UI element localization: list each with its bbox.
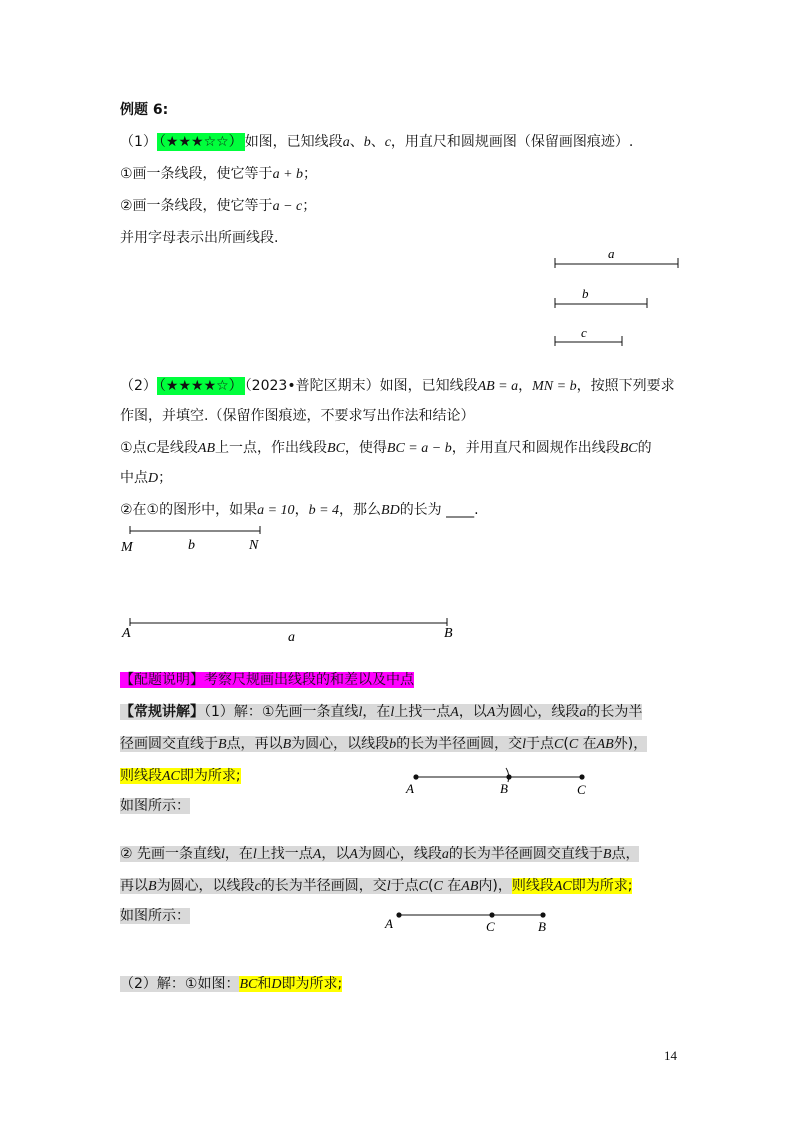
- sol-text: 上找一点: [394, 704, 451, 720]
- q2-text: ①点: [120, 440, 147, 456]
- sol-text: 如图所示：: [120, 908, 190, 924]
- solution-line4: [120, 794, 190, 818]
- solution2-line2: [120, 874, 632, 898]
- q1-intro-end: ，用直尺和圆规画图（保留画图痕迹）.: [390, 134, 634, 150]
- mn-eq: MN = b: [532, 379, 577, 394]
- label-B: B: [444, 626, 453, 641]
- var-b: b: [389, 737, 397, 752]
- sol-text: ，以: [458, 704, 487, 720]
- var-AB: AB: [596, 737, 614, 752]
- var-b: b: [363, 135, 371, 150]
- var-l: l: [522, 737, 527, 752]
- q2-text: 的: [637, 440, 652, 456]
- q2-text: ，那么: [339, 502, 382, 518]
- sol-text: 如图所示：: [120, 798, 190, 814]
- segment-b: [555, 286, 647, 308]
- a-eq: a = 10: [257, 503, 295, 518]
- b-eq: b = 4: [308, 503, 340, 518]
- var-l: l: [221, 847, 225, 862]
- bc-eq: BC = a − b: [386, 441, 452, 456]
- sol-text: 即为所求;: [281, 976, 343, 992]
- var-l: l: [358, 705, 363, 720]
- sol-text: 的长为半径画圆，交: [396, 736, 523, 752]
- sol-text: （2）解：①如图：: [120, 976, 240, 992]
- sol-text: ，在: [224, 846, 253, 862]
- step1-end: ；: [303, 166, 318, 182]
- q2-text: ，按照下列要求: [576, 378, 675, 394]
- var-AB: AB: [461, 879, 479, 894]
- solution3-line: [120, 972, 342, 996]
- q2-line4: [120, 466, 172, 490]
- var-AB: AB: [197, 441, 216, 456]
- step1-expr: a + b: [272, 167, 304, 182]
- var-C: C: [554, 737, 564, 752]
- var-c: c: [254, 879, 261, 894]
- solution2-line3: [120, 904, 190, 928]
- q2-answer-blank: 的长为 ____.: [399, 502, 479, 518]
- q2-text: 是线段: [155, 440, 198, 456]
- segment-mn-figure: [115, 520, 275, 556]
- segment-a: [555, 246, 678, 268]
- label-M: M: [121, 540, 133, 555]
- label-a: a: [288, 630, 295, 645]
- sol-text: 内)，: [478, 878, 512, 894]
- label-A: A: [122, 626, 131, 641]
- sol-text: 的长为半: [586, 704, 643, 720]
- sol-text: 为圆心，线段: [357, 846, 442, 862]
- q2-line5: [120, 498, 479, 522]
- var-D: D: [148, 471, 159, 486]
- explain-tag: [120, 668, 414, 692]
- segment-c: [555, 325, 622, 346]
- var-C: C: [568, 737, 579, 752]
- var-C: C: [433, 879, 443, 894]
- var-D: D: [271, 977, 282, 992]
- var-l: l: [390, 705, 395, 720]
- step1-text: ①画一条线段，使它等于: [120, 166, 273, 182]
- sol-text: ，在: [362, 704, 391, 720]
- q1-step2: [120, 194, 316, 218]
- segments-abc-figure: [548, 242, 688, 348]
- q2-line2: 作图，并填空.（保留作图痕迹，不要求写出作法和结论）: [120, 408, 475, 424]
- sol-text: 即为所求;: [179, 768, 241, 784]
- sol-text: ② 先画一条直线: [120, 846, 222, 862]
- sol-text: （1）解：①先画一条直线: [204, 704, 359, 720]
- sol-text: 点，: [611, 846, 640, 862]
- q2-text: （2023•普陀区期末）如图，已知线段: [244, 378, 478, 394]
- var-C: C: [146, 441, 156, 456]
- var-l: l: [252, 847, 257, 862]
- sol-text: 则线段: [511, 878, 554, 894]
- var-BC: BC: [619, 441, 638, 456]
- sol-text: 外)，: [613, 736, 648, 752]
- q1-stars: （★★★☆☆）: [158, 134, 243, 150]
- solution-line1: [120, 700, 642, 724]
- label-C: C: [577, 782, 586, 797]
- segment-ab-figure: [115, 612, 465, 646]
- q2-number: （2）: [120, 378, 157, 394]
- q1-step3: 并用字母表示出所画线段.: [120, 230, 279, 246]
- explain-tag-text: 【配题说明】考察尺规画出线段的和差以及中点: [120, 672, 414, 688]
- segment-c-label: c: [581, 325, 587, 340]
- sol-text: (: [428, 878, 434, 894]
- label-B: B: [538, 919, 546, 934]
- var-B: B: [218, 737, 227, 752]
- q2-text: ②在①的图形中，如果: [120, 502, 258, 518]
- solution2-figure: [380, 902, 560, 936]
- solution-line3: [120, 764, 241, 788]
- sol-text: ，以: [321, 846, 350, 862]
- var-A: A: [450, 705, 459, 720]
- var-BC: BC: [239, 977, 258, 992]
- q2-stars: （★★★★☆）: [158, 378, 243, 394]
- q2-text: ，使得: [344, 440, 387, 456]
- var-BC: BC: [327, 441, 345, 456]
- label-C: C: [486, 919, 495, 934]
- solution1-figure: [400, 764, 600, 800]
- sol-text: 再以: [120, 878, 148, 894]
- var-A: A: [349, 847, 358, 862]
- var-a: a: [342, 135, 350, 150]
- sol-text: 为圆心，以线段: [291, 736, 390, 752]
- segment-b-label: b: [582, 286, 589, 301]
- q1-line: [120, 130, 633, 154]
- var-B: B: [282, 737, 292, 752]
- var-AC: AC: [162, 769, 180, 784]
- sol-text: 即为所求;: [571, 878, 633, 894]
- sol-text: 的长为半径画圆交直线于: [448, 846, 603, 862]
- var-BD: BD: [381, 503, 400, 518]
- q2-line1: [120, 374, 675, 398]
- label-b: b: [188, 538, 195, 553]
- segment-a-label: a: [608, 246, 615, 261]
- sol-text: 则线段: [120, 768, 162, 784]
- q2-text: ，并用直尺和圆规作出线段: [451, 440, 620, 456]
- comma: ，: [518, 378, 533, 394]
- var-B: B: [148, 879, 157, 894]
- explain-head: 【常规讲解】: [120, 704, 204, 720]
- sol-text: 上找一点: [256, 846, 313, 862]
- step2-expr: a − c: [272, 199, 303, 214]
- label-N: N: [249, 538, 259, 553]
- var-C: C: [418, 879, 429, 894]
- example-title: 例题 6:: [120, 102, 169, 118]
- solution2-line1: [120, 842, 639, 866]
- sol-text: 于点: [390, 878, 419, 894]
- label-B: B: [500, 781, 508, 796]
- sol-text: (: [563, 736, 569, 752]
- var-B: B: [602, 847, 612, 862]
- var-A: A: [312, 847, 322, 862]
- q1-step1: [120, 162, 317, 186]
- sol-text: 和: [257, 976, 272, 992]
- label-A: A: [385, 916, 393, 931]
- ab-eq: AB = a: [477, 379, 519, 394]
- q2-line3: [120, 436, 652, 460]
- sol-text: 的长为半径画圆，交: [260, 878, 387, 894]
- sol-text: 为圆心，线段: [495, 704, 580, 720]
- sep: 、: [370, 134, 385, 150]
- sep: 、: [349, 134, 364, 150]
- q2-text: 上一点，作出线段: [215, 440, 328, 456]
- page-number: 14: [664, 1048, 677, 1063]
- step2-text: ②画一条线段，使它等于: [120, 198, 273, 214]
- var-a: a: [579, 705, 587, 720]
- sol-text: 径画圆交直线于: [120, 736, 218, 752]
- sol-text: 在: [442, 878, 462, 894]
- step2-end: ；: [302, 198, 317, 214]
- q2-text: ；: [158, 470, 173, 486]
- var-a: a: [441, 847, 449, 862]
- var-l: l: [386, 879, 391, 894]
- var-AC: AC: [553, 879, 572, 894]
- label-A: A: [406, 781, 414, 796]
- var-A: A: [486, 705, 496, 720]
- sol-text: 在: [578, 736, 597, 752]
- sol-text: 点，再以: [226, 736, 283, 752]
- sol-text: 为圆心，以线段: [156, 878, 255, 894]
- sol-text: 于点: [526, 736, 555, 752]
- q2-text: 中点: [120, 470, 148, 486]
- q1-number: （1）: [120, 134, 157, 150]
- var-c: c: [384, 135, 391, 150]
- comma: ，: [294, 502, 309, 518]
- q1-intro: 如图，已知线段: [244, 134, 343, 150]
- solution-line2: [120, 732, 647, 756]
